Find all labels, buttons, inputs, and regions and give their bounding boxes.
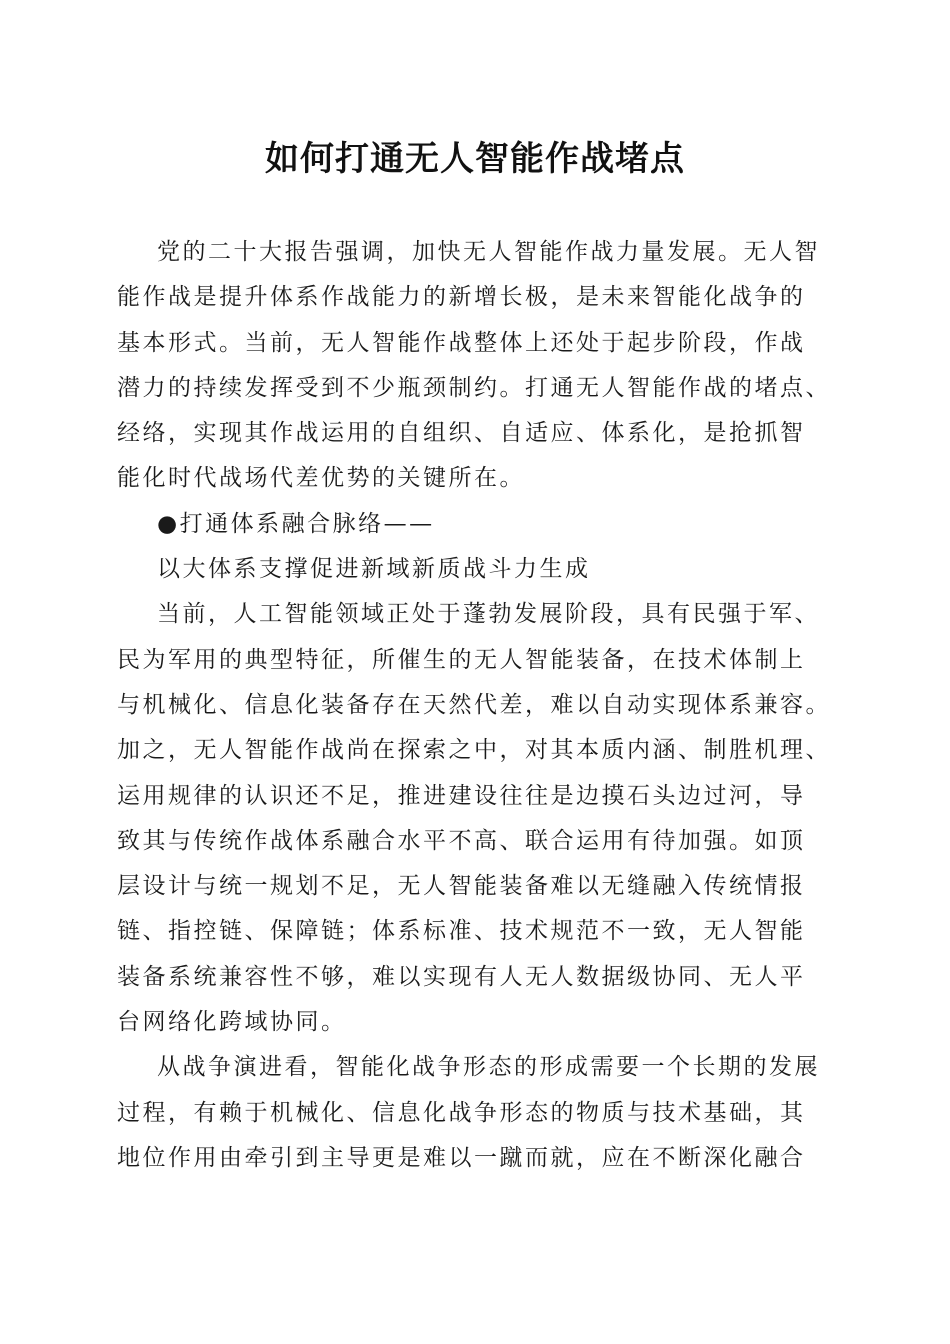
paragraph-3-line-2: 过程，有赖于机械化、信息化战争形态的物质与技术基础，其 [117, 1099, 806, 1126]
paragraph-2-line-5: 运用规律的认识还不足，推进建设往往是边摸石头边过河，导 [117, 782, 806, 809]
paragraph-2-line-1: 当前，人工智能领域正处于蓬勃发展阶段，具有民强于军、 [157, 601, 820, 628]
paragraph-2-line-8: 链、指控链、保障链；体系标准、技术规范不一致，无人智能 [117, 918, 806, 945]
paragraph-1-line-6: 能化时代战场代差优势的关键所在。 [117, 465, 525, 492]
paragraph-2-line-2: 民为军用的典型特征，所催生的无人智能装备，在技术体制上 [117, 646, 806, 673]
paragraph-2-line-6: 致其与传统作战体系融合水平不高、联合运用有待加强。如顶 [117, 827, 806, 854]
paragraph-1-line-5: 经络，实现其作战运用的自组织、自适应、体系化，是抢抓智 [117, 420, 806, 447]
paragraph-1-line-4: 潜力的持续发挥受到不少瓶颈制约。打通无人智能作战的堵点、 [117, 374, 831, 401]
paragraph-1-line-2: 能作战是提升体系作战能力的新增长极，是未来智能化战争的 [117, 284, 806, 311]
paragraph-3-line-3: 地位作用由牵引到主导更是难以一蹴而就，应在不断深化融合 [117, 1144, 806, 1171]
paragraph-2-line-10: 台网络化跨域协同。 [117, 1009, 347, 1036]
section-heading-line-2: 以大体系支撑促进新域新质战斗力生成 [157, 556, 591, 583]
paragraph-2-line-4: 加之，无人智能作战尚在探索之中，对其本质内涵、制胜机理、 [117, 737, 831, 764]
document-title: 如何打通无人智能作战堵点 [265, 139, 685, 179]
paragraph-2-line-7: 层设计与统一规划不足，无人智能装备难以无缝融入传统情报 [117, 873, 806, 900]
paragraph-1-line-1: 党的二十大报告强调，加快无人智能作战力量发展。无人智 [157, 239, 820, 265]
paragraph-1-line-3: 基本形式。当前，无人智能作战整体上还处于起步阶段，作战 [117, 329, 806, 356]
paragraph-3-line-1: 从战争演进看，智能化战争形态的形成需要一个长期的发展 [157, 1054, 820, 1081]
document-body [117, 230, 842, 1181]
paragraph-2-line-3: 与机械化、信息化装备存在天然代差，难以自动实现体系兼容。 [117, 691, 831, 718]
paragraph-2-line-9: 装备系统兼容性不够，难以实现有人无人数据级协同、无人平 [117, 963, 806, 990]
section-heading-line-1: ●打通体系融合脉络—— [157, 510, 435, 537]
